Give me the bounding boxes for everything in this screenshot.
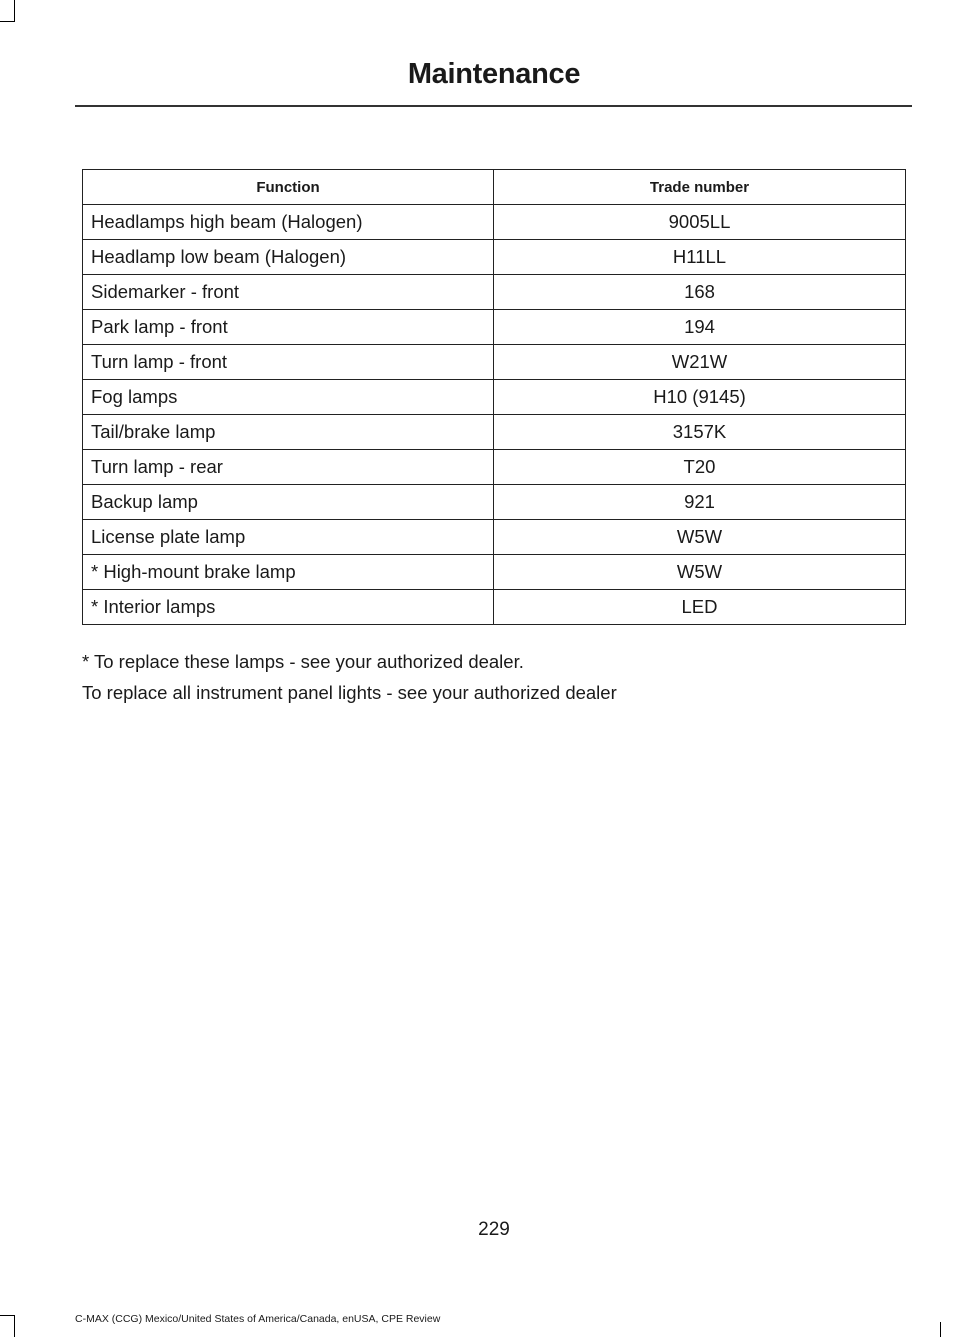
crop-mark-top-left-vertical (14, 0, 15, 22)
cell-function: Headlamps high beam (Halogen) (83, 205, 494, 240)
cell-trade-number: LED (494, 590, 906, 625)
table-row (83, 415, 906, 450)
table-row (83, 520, 906, 555)
cell-trade-number: H11LL (494, 240, 906, 275)
cell-trade-number: 921 (494, 485, 906, 520)
crop-mark-bottom-left-vertical (14, 1315, 15, 1337)
cell-trade-number: 168 (494, 275, 906, 310)
instrument-panel-note: To replace all instrument panel lights - see your authorized dealer (82, 682, 617, 703)
cell-trade-number: 9005LL (494, 205, 906, 240)
crop-mark-top-left-horizontal (0, 21, 15, 22)
cell-trade-number: H10 (9145) (494, 380, 906, 415)
table-header-row (83, 170, 906, 205)
column-header-trade-number: Trade number (494, 170, 906, 205)
table-row (83, 275, 906, 310)
crop-mark-bottom-right-vertical (940, 1322, 941, 1337)
footer-document-info: C-MAX (CCG) Mexico/United States of America/Canada, enUSA, CPE Review (75, 1313, 441, 1325)
table-row (83, 590, 906, 625)
cell-function: Turn lamp - rear (83, 450, 494, 485)
table-row (83, 205, 906, 240)
page-title: Maintenance (407, 58, 581, 90)
cell-trade-number: 194 (494, 310, 906, 345)
title-divider (75, 105, 912, 107)
cell-function: Headlamp low beam (Halogen) (83, 240, 494, 275)
table-row (83, 345, 906, 380)
cell-function: Tail/brake lamp (83, 415, 494, 450)
table-row (83, 555, 906, 590)
table-row (83, 485, 906, 520)
table-body (83, 205, 906, 625)
cell-trade-number: W5W (494, 520, 906, 555)
page-number: 229 (478, 1219, 510, 1240)
bulb-specification-table (82, 169, 906, 625)
crop-mark-bottom-left-horizontal (0, 1315, 15, 1316)
cell-function: Fog lamps (83, 380, 494, 415)
cell-function: Backup lamp (83, 485, 494, 520)
cell-function: * Interior lamps (83, 590, 494, 625)
cell-function: * High-mount brake lamp (83, 555, 494, 590)
cell-function: License plate lamp (83, 520, 494, 555)
footnote-asterisk: * To replace these lamps - see your authorized dealer. (82, 651, 524, 672)
column-header-function: Function (83, 170, 494, 205)
table-row (83, 380, 906, 415)
cell-trade-number: T20 (494, 450, 906, 485)
table-row (83, 240, 906, 275)
table-row (83, 450, 906, 485)
cell-trade-number: W5W (494, 555, 906, 590)
cell-trade-number: W21W (494, 345, 906, 380)
cell-function: Sidemarker - front (83, 275, 494, 310)
cell-function: Turn lamp - front (83, 345, 494, 380)
cell-trade-number: 3157K (494, 415, 906, 450)
table-row (83, 310, 906, 345)
cell-function: Park lamp - front (83, 310, 494, 345)
